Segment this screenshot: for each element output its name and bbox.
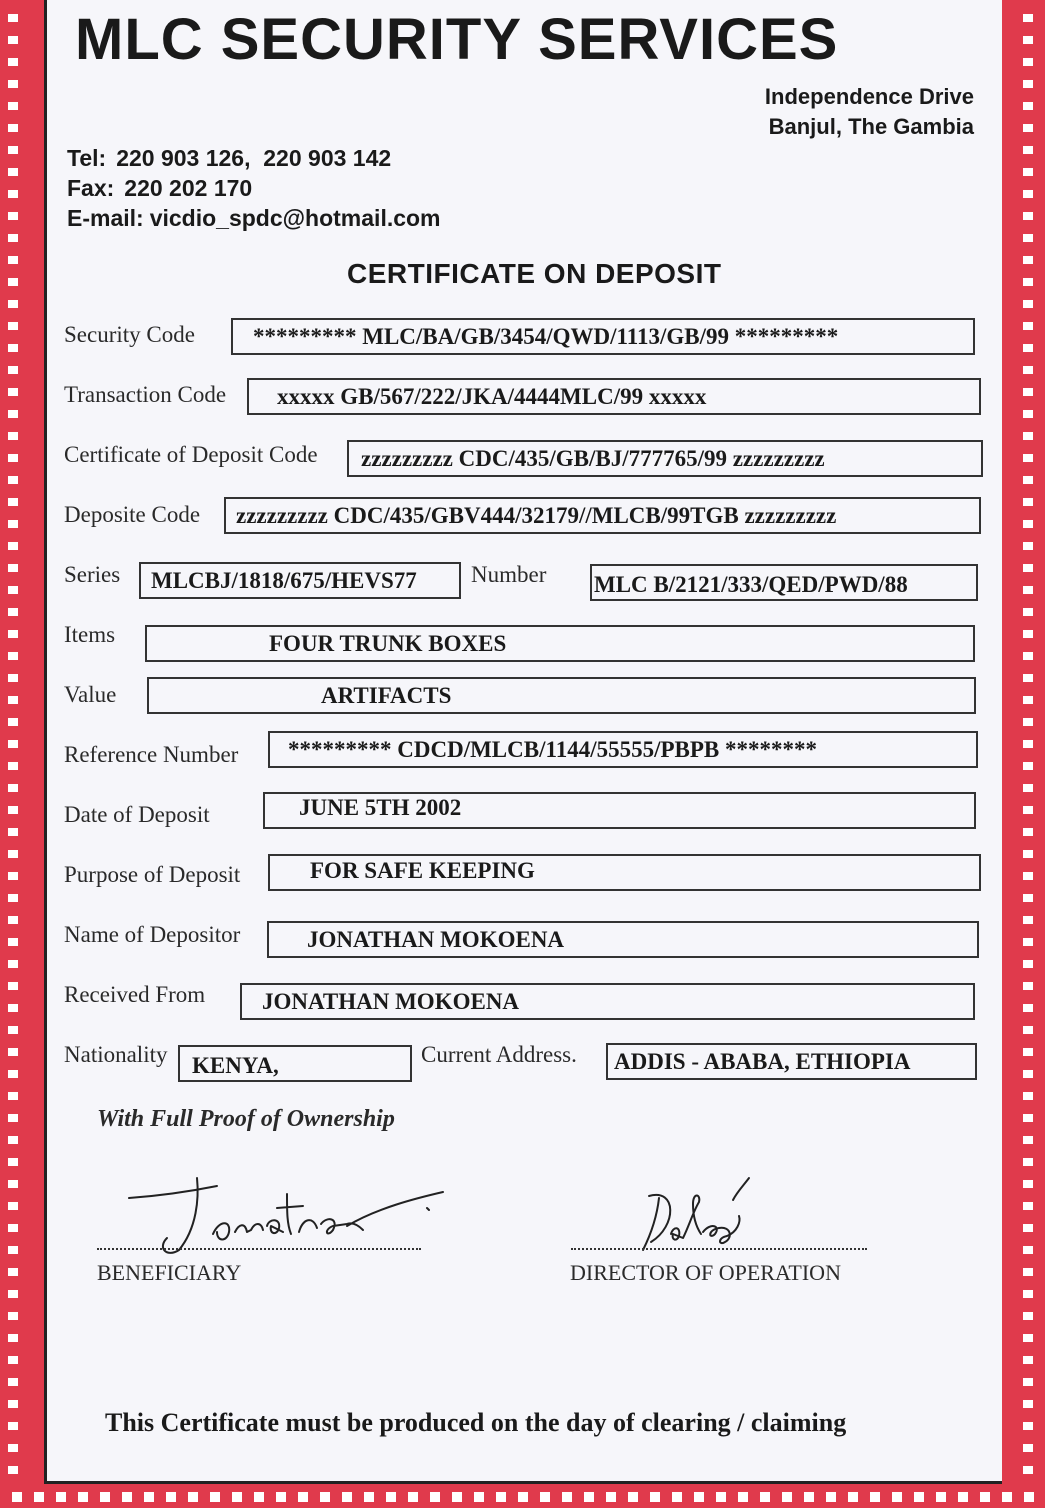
reference-number-field xyxy=(268,731,978,768)
transaction-code-value: xxxxx GB/567/222/JKA/4444MLC/99 xxxxx xyxy=(277,384,707,409)
email-label: E-mail: xyxy=(67,205,144,231)
series-value: MLCBJ/1818/675/HEVS77 xyxy=(151,568,417,593)
number-field xyxy=(590,564,978,601)
email-value: vicdio_spdc@hotmail.com xyxy=(149,205,441,231)
left-checkered-border xyxy=(0,0,44,1508)
tel-value: 220 903 126, 220 903 142 xyxy=(116,145,392,171)
fax-value: 220 202 170 xyxy=(124,175,253,201)
deposite-code-label: Deposite Code xyxy=(64,502,201,527)
date-of-deposit-label: Date of Deposit xyxy=(64,802,210,827)
cd-code-value: zzzzzzzzz CDC/435/GB/BJ/777765/99 zzzzzzzzz xyxy=(361,446,825,471)
date-of-deposit-field xyxy=(263,792,976,829)
number-value: MLC B/2121/333/QED/PWD/88 xyxy=(594,572,908,597)
beneficiary-signature xyxy=(127,1168,447,1258)
security-code-field xyxy=(231,318,975,355)
purpose-of-deposit-label: Purpose of Deposit xyxy=(64,862,241,887)
name-of-depositor-field xyxy=(267,921,979,958)
fax-label: Fax: xyxy=(67,175,115,201)
items-value: FOUR TRUNK BOXES xyxy=(269,631,507,656)
name-of-depositor-label: Name of Depositor xyxy=(64,922,241,947)
deposite-code-value: zzzzzzzzz CDC/435/GBV444/32179//MLCB/99TGB zzzzzzzzz xyxy=(236,503,837,528)
bottom-checkered-border xyxy=(0,1482,1045,1508)
name-of-depositor-value: JONATHAN MOKOENA xyxy=(307,927,565,952)
value-label: Value xyxy=(64,682,117,707)
nationality-field xyxy=(178,1045,412,1082)
address-line-1: Independence Drive xyxy=(764,84,974,109)
current-address-field xyxy=(606,1043,977,1080)
footer-note: This Certificate must be produced on the day of clearing / claiming xyxy=(105,1408,847,1437)
proof-of-ownership-note: With Full Proof of Ownership xyxy=(97,1106,395,1132)
fax-line xyxy=(67,173,441,203)
security-code-label: Security Code xyxy=(64,322,195,347)
reference-number-value: ********* CDCD/MLCB/1144/55555/PBPB ******** xyxy=(288,737,818,762)
number-label: Number xyxy=(471,562,547,587)
address-line-2: Banjul, The Gambia xyxy=(768,114,974,139)
tel-label: Tel: xyxy=(67,145,107,171)
contact-block xyxy=(67,143,441,233)
company-address xyxy=(765,82,974,142)
right-checkered-border xyxy=(997,0,1045,1508)
items-label: Items xyxy=(64,622,116,647)
reference-number-label: Reference Number xyxy=(64,742,239,767)
cd-code-field xyxy=(347,440,983,477)
date-of-deposit-value: JUNE 5TH 2002 xyxy=(299,795,462,820)
director-signature xyxy=(637,1172,757,1256)
beneficiary-signature-line xyxy=(97,1248,421,1250)
tel-line xyxy=(67,143,441,173)
security-code-value: ********* MLC/BA/GB/3454/QWD/1113/GB/99 ********* xyxy=(253,324,839,349)
items-field xyxy=(145,625,975,662)
received-from-value: JONATHAN MOKOENA xyxy=(262,989,520,1014)
series-field xyxy=(139,562,461,599)
transaction-code-label: Transaction Code xyxy=(64,382,227,407)
cd-code-label: Certificate of Deposit Code xyxy=(64,442,318,467)
received-from-label: Received From xyxy=(64,982,206,1007)
transaction-code-field xyxy=(247,378,981,415)
nationality-value: KENYA, xyxy=(192,1053,279,1078)
director-label: DIRECTOR OF OPERATION xyxy=(570,1260,841,1285)
email-line xyxy=(67,203,441,233)
certificate-paper xyxy=(44,0,1002,1484)
nationality-label: Nationality xyxy=(64,1042,168,1067)
director-signature-line xyxy=(571,1248,867,1250)
received-from-field xyxy=(240,983,975,1020)
series-label: Series xyxy=(64,562,121,587)
current-address-value: ADDIS - ABABA, ETHIOPIA xyxy=(614,1049,911,1074)
beneficiary-label: BENEFICIARY xyxy=(97,1260,242,1285)
company-name: MLC SECURITY SERVICES xyxy=(75,7,839,72)
value-value: ARTIFACTS xyxy=(321,683,452,708)
deposite-code-field xyxy=(224,497,981,534)
current-address-label: Current Address. xyxy=(421,1042,577,1067)
purpose-of-deposit-value: FOR SAFE KEEPING xyxy=(310,858,535,883)
certificate-title: CERTIFICATE ON DEPOSIT xyxy=(347,258,722,289)
value-field xyxy=(147,677,976,714)
purpose-of-deposit-field xyxy=(268,854,981,891)
